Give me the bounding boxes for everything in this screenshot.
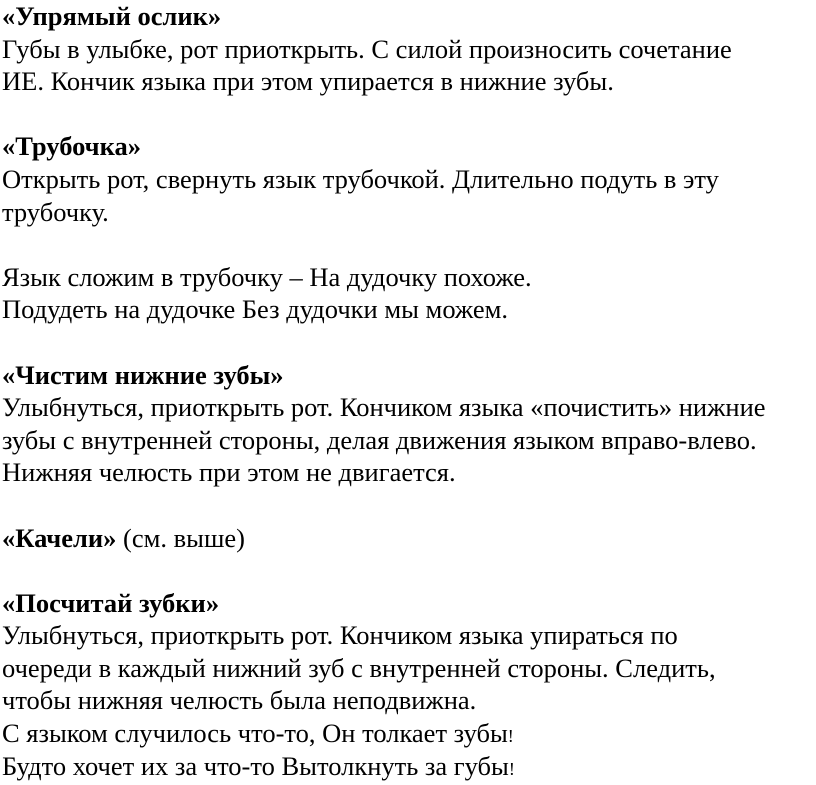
verse-end-mark: ! xyxy=(507,726,514,747)
section-title-count-teeth: «Посчитай зубки» xyxy=(2,587,220,618)
section-text-line: Открыть рот, свернуть язык трубочкой. Длительно подуть в эту xyxy=(2,163,719,194)
section-text-line: ИЕ. Кончик языка при этом упирается в нижние зубы. xyxy=(2,66,614,97)
verse-line: Подудеть на дудочке Без дудочки мы можем. xyxy=(2,294,509,325)
section-text-line: очереди в каждый нижний зуб с внутренней стороны. Следить, xyxy=(2,652,716,683)
verse-line xyxy=(2,717,816,750)
blank-line xyxy=(2,326,816,359)
section-text-line: трубочку. xyxy=(2,196,109,227)
verse-text: С языком случилось что-то, Он толкает зубы xyxy=(2,718,508,749)
blank-line xyxy=(2,489,816,522)
section-title-stubborn-donkey: «Упрямый ослик» xyxy=(2,1,222,31)
verse-line xyxy=(2,750,816,783)
section-title-tube: «Трубочка» xyxy=(2,131,141,162)
blank-line xyxy=(2,98,816,131)
section-title-brush-lower-teeth: «Чистим нижние зубы» xyxy=(2,359,284,390)
section-text-line: Нижняя челюсть при этом не двигается. xyxy=(2,457,456,488)
section-text-line: Губы в улыбке, рот приоткрыть. С силой произносить сочетание xyxy=(2,33,732,64)
section-text-line: чтобы нижняя челюсть была неподвижна. xyxy=(2,685,477,716)
section-text-line: Улыбнуться, приоткрыть рот. Кончиком языка «почистить» нижние xyxy=(2,392,766,423)
verse-line: Язык сложим в трубочку – На дудочку похоже. xyxy=(2,261,532,292)
section-text-line: зубы с внутренней стороны, делая движения языком вправо-влево. xyxy=(2,424,757,455)
section-text-line: Улыбнуться, приоткрыть рот. Кончиком языка упираться по xyxy=(2,620,678,651)
section-heading-swing xyxy=(2,522,816,555)
section-note: (см. выше) xyxy=(116,522,245,553)
section-title-swing: «Качели» xyxy=(2,522,117,553)
blank-line xyxy=(2,554,816,587)
verse-end-mark: ! xyxy=(508,758,515,779)
verse-text: Будто хочет их за что-то Вытолкнуть за губы xyxy=(2,750,509,781)
blank-line xyxy=(2,228,816,261)
